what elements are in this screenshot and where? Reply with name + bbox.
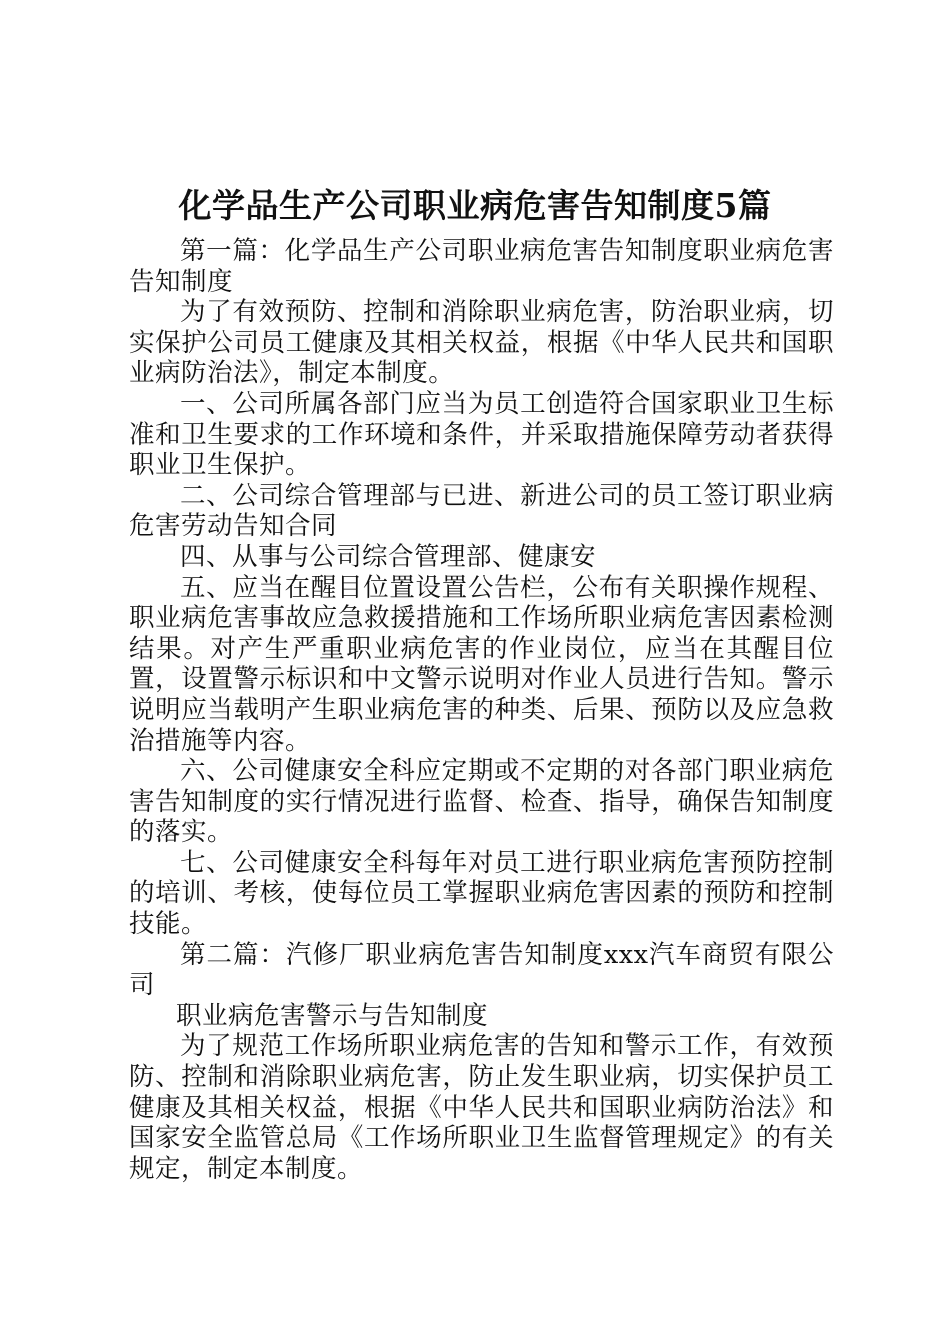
paragraph-part-one-heading: 第一篇：化学品生产公司职业病危害告知制度职业病危害告知制度 bbox=[129, 236, 834, 297]
paragraph-purpose: 为了有效预防、控制和消除职业病危害，防治职业病，切实保护公司员工健康及其相关权益，根据《中华人民共和国职业病防治法》，制定本制度。 bbox=[129, 297, 834, 389]
document-title: 化学品生产公司职业病危害告知制度5篇 bbox=[178, 186, 772, 225]
paragraph-item-5: 五、应当在醒目位置设置公告栏，公布有关职操作规程、职业病危害事故应急救援措施和工作场所职业病危害因素检测结果。对产生严重职业病危害的作业岗位，应当在其醒目位置，设置警示标识和中文警示说明对作业人员进行告知。警示说明应当载明产生职业病危害的种类、后果、预防以及应急救治措施等内容。 bbox=[129, 572, 834, 756]
paragraph-subtitle: 职业病危害警示与告知制度 bbox=[176, 1000, 489, 1031]
paragraph-item-7: 七、公司健康安全科每年对员工进行职业病危害预防控制的培训、考核，使每位员工掌握职业病危害因素的预防和控制技能。 bbox=[129, 847, 834, 940]
document-body bbox=[129, 236, 834, 1184]
paragraph-item-1: 一、公司所属各部门应当为员工创造符合国家职业卫生标准和卫生要求的工作环境和条件，并采取措施保障劳动者获得职业卫生保护。 bbox=[129, 388, 834, 481]
paragraph-part-two-purpose: 为了规范工作场所职业病危害的告知和警示工作，有效预防、控制和消除职业病危害，防止发生职业病，切实保护员工健康及其相关权益，根据《中华人民共和国职业病防治法》和国家安全监管总局《工作场所职业卫生监督管理规定》的有关规定，制定本制度。 bbox=[129, 1031, 834, 1184]
paragraph-item-6: 六、公司健康安全科应定期或不定期的对各部门职业病危害告知制度的实行情况进行监督、检查、指导，确保告知制度的落实。 bbox=[129, 756, 834, 848]
paragraph-item-2: 二、公司综合管理部与已进、新进公司的员工签订职业病危害劳动告知合同 bbox=[129, 480, 834, 542]
paragraph-part-two-heading: 第二篇：汽修厂职业病危害告知制度xxx汽车商贸有限公司 bbox=[129, 939, 834, 1001]
paragraph-item-4: 四、从事与公司综合管理部、健康安 bbox=[180, 541, 597, 572]
